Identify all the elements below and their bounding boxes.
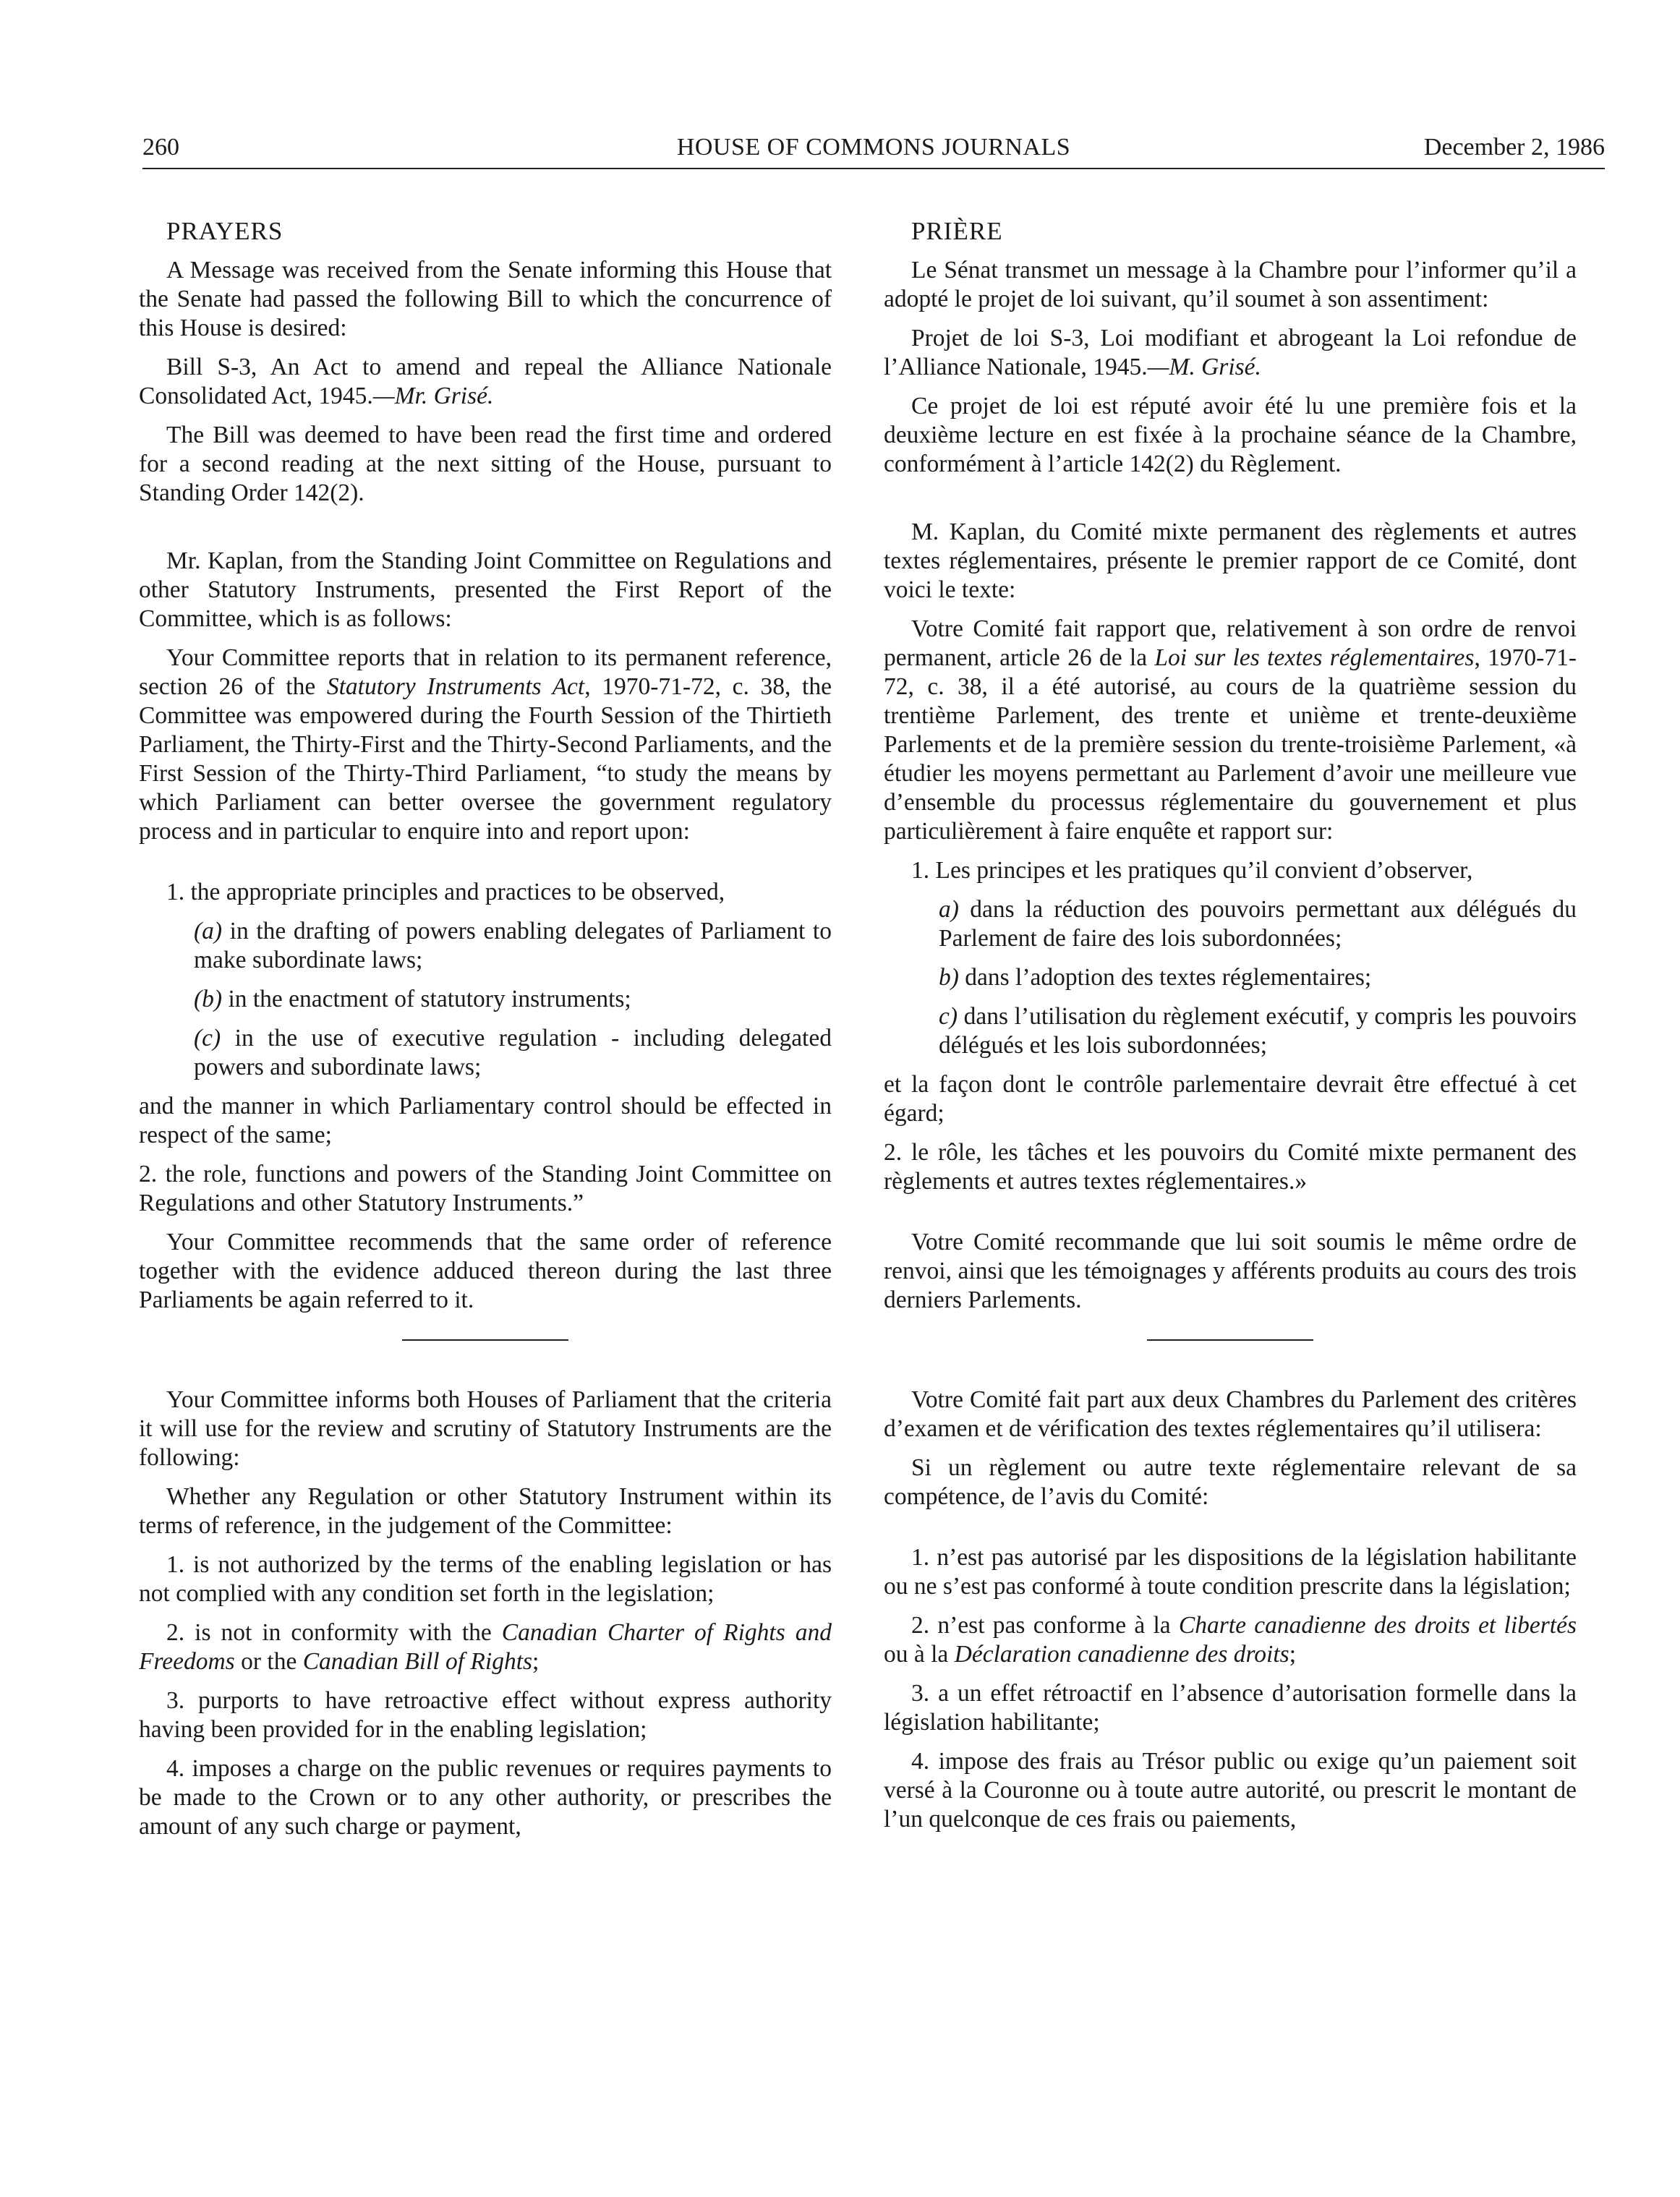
bill-reading-paragraph: The Bill was deemed to have been read the first time and ordered for a second reading at the next sitting of the House, pursuant to Standing Order 142(2).: [139, 422, 832, 506]
criterion-text: or the: [234, 1648, 303, 1675]
control-manner-paragraph: et la façon dont le contrôle parlementaire devrait être effectué à cet égard;: [884, 1071, 1577, 1127]
section-divider: [1147, 1339, 1313, 1341]
reference-text-start: Votre Comité fait rapport que, relativement à son ordre de renvoi permanent, article 26 de la: [884, 615, 1577, 671]
criterion-text: ou à la: [884, 1641, 955, 1668]
sub-list-item: [884, 895, 1577, 953]
journal-date: December 2, 1986: [1423, 134, 1605, 161]
sub-item-label: a): [939, 896, 959, 923]
english-column: [139, 217, 832, 1851]
list-item: 1. the appropriate principles and practices to be observed,: [166, 879, 725, 905]
recommendation-paragraph: Votre Comité recommande que lui soit soumis le même ordre de renvoi, ainsi que les témoignages y afférents produits au cours des trois derniers Parlements.: [884, 1229, 1577, 1313]
act-title: Loi sur les textes réglementaires: [1154, 644, 1475, 671]
charter-title: Canadian Charter of Rights and Freedoms: [139, 1619, 832, 1675]
sub-item-label: (c): [194, 1025, 221, 1051]
criterion-text: ;: [1289, 1641, 1297, 1668]
control-manner-paragraph: and the manner in which Parliamentary control should be effected in respect of the same;: [139, 1093, 832, 1148]
criterion-item: 3. purports to have retroactive effect without express authority having been provided for in the enabling legislation;: [139, 1687, 832, 1743]
reference-text-end: , 1970-71-72, c. 38, the Committee was empowered during the Fourth Session of the Thirtieth Parliament, the Thirty-First and the Thirty-Second Parliaments, and the First Session of the Thirty-Third Parliament, “to study the means by which Parliament can better oversee the government regulatory process and in particular to enquire into and report upon:: [139, 673, 832, 845]
sub-list-item: [139, 917, 832, 975]
criteria-whether-paragraph: Si un règlement ou autre texte réglementaire relevant de sa compétence, de l’avis du Comité:: [884, 1454, 1577, 1510]
page-header: [142, 127, 1605, 169]
criterion-item: 3. a un effet rétroactif en l’absence d’autorisation formelle dans la législation habilitante;: [884, 1680, 1577, 1736]
section-heading: PRIÈRE: [911, 217, 1003, 245]
bill-of-rights-title: Canadian Bill of Rights: [302, 1648, 533, 1675]
bill-of-rights-title: Déclaration canadienne des droits: [954, 1641, 1289, 1668]
act-title: Statutory Instruments Act: [326, 673, 585, 700]
sub-item-label: c): [939, 1003, 958, 1030]
criterion-item: [884, 1611, 1577, 1669]
committee-reference-paragraph: [139, 644, 832, 846]
committee-reference-paragraph: [884, 615, 1577, 846]
sub-item-text: dans l’adoption des textes réglementaires;: [958, 964, 1372, 991]
sub-list-item: [139, 1024, 832, 1082]
list-item: 2. the role, functions and powers of the Standing Joint Committee on Regulations and other Statutory Instruments.”: [139, 1161, 832, 1216]
sub-item-text: dans la réduction des pouvoirs permettant aux délégués du Parlement de faire des lois subordonnées;: [939, 896, 1577, 952]
sub-list-item: [884, 1002, 1577, 1060]
sub-item-text: in the enactment of statutory instruments;: [222, 986, 631, 1012]
criterion-text: ;: [532, 1648, 540, 1675]
bill-reading-paragraph: Ce projet de loi est réputé avoir été lu une première fois et la deuxième lecture en est fixée à la prochaine séance de la Chambre, conformément à l’article 142(2) du Règlement.: [884, 393, 1577, 477]
criterion-item: 1. is not authorized by the terms of the enabling legislation or has not complied with any condition set forth in the legislation;: [139, 1551, 832, 1607]
section-divider: [402, 1339, 568, 1341]
bill-title-paragraph: [884, 324, 1577, 382]
journal-title: HOUSE OF COMMONS JOURNALS: [676, 134, 1071, 161]
criterion-text: 2. n’est pas conforme à la: [911, 1612, 1179, 1639]
sub-list-item: [884, 963, 1577, 992]
french-column: [884, 217, 1577, 1844]
criteria-intro-paragraph: Your Committee informs both Houses of Parliament that the criteria it will use for the review and scrutiny of Statutory Instruments are the following:: [139, 1386, 832, 1471]
page-number: 260: [142, 134, 179, 161]
sub-item-label: (a): [194, 918, 223, 944]
bill-title: Projet de loi S-3, Loi modifiant et abrogeant la Loi refondue de l’Alliance Nationale, 1945.: [884, 325, 1577, 380]
list-item: 2. le rôle, les tâches et les pouvoirs du Comité mixte permanent des règlements et autres textes réglementaires.»: [884, 1139, 1577, 1195]
committee-report-intro: M. Kaplan, du Comité mixte permanent des règlements et autres textes réglementaires, présente le premier rapport de ce Comité, dont voici le texte:: [884, 519, 1577, 603]
sub-list-item: [139, 985, 832, 1014]
committee-report-intro: Mr. Kaplan, from the Standing Joint Committee on Regulations and other Statutory Instruments, presented the First Report of the Committee, which is as follows:: [139, 547, 832, 632]
bill-title: Bill S-3, An Act to amend and repeal the Alliance Nationale Consolidated Act, 1945.: [139, 354, 832, 409]
senate-message-paragraph: A Message was received from the Senate informing this House that the Senate had passed the following Bill to which the concurrence of this House is desired:: [139, 257, 832, 341]
list-item: 1. Les principes et les pratiques qu’il convient d’observer,: [911, 857, 1473, 884]
criteria-intro-paragraph: Votre Comité fait part aux deux Chambres du Parlement des critères d’examen et de vérification des textes réglementaires qu’il utilisera:: [884, 1386, 1577, 1442]
sub-item-text: in the drafting of powers enabling delegates of Parliament to make subordinate laws;: [194, 918, 832, 973]
criterion-text: 2. is not in conformity with the: [166, 1619, 502, 1646]
senate-message-paragraph: Le Sénat transmet un message à la Chambre pour l’informer qu’il a adopté le projet de loi suivant, qu’il soumet à son assentiment:: [884, 257, 1577, 312]
recommendation-paragraph: Your Committee recommends that the same order of reference together with the evidence adduced thereon during the last three Parliaments be again referred to it.: [139, 1229, 832, 1313]
criterion-item: 4. imposes a charge on the public revenues or requires payments to be made to the Crown or to any other authority, or prescribes the amount of any such charge or payment,: [139, 1755, 832, 1840]
sub-item-text: dans l’utilisation du règlement exécutif, y compris les pouvoirs délégués et les lois subordonnées;: [939, 1003, 1577, 1059]
criterion-item: [139, 1618, 832, 1676]
criterion-item: 4. impose des frais au Trésor public ou exige qu’un paiement soit versé à la Couronne ou à toute autre autorité, ou prescrit le montant de l’un quelconque de ces frais ou paiements,: [884, 1748, 1577, 1833]
charter-title: Charte canadienne des droits et libertés: [1178, 1612, 1577, 1639]
section-heading: PRAYERS: [166, 217, 283, 245]
sub-item-label: b): [939, 964, 959, 991]
sub-item-label: (b): [194, 986, 223, 1012]
bill-sponsor: —Mr. Grisé.: [372, 383, 494, 409]
bill-title-paragraph: [139, 353, 832, 411]
bill-sponsor: —M. Grisé.: [1147, 354, 1261, 380]
reference-text-end: , 1970-71-72, c. 38, il a été autorisé, au cours de la quatrième session du trentième Parlement, des trente et unième et trente-deuxième Parlements et de la première session du trente-troisième Parlement, «à étudier les moyens permettant au Parlement d’avoir une meilleure vue d’ensemble du processus réglementaire du gouvernement et plus particulièrement à faire enquête et rapport sur:: [884, 644, 1577, 845]
sub-item-text: in the use of executive regulation - including delegated powers and subordinate laws;: [194, 1025, 832, 1080]
criteria-whether-paragraph: Whether any Regulation or other Statutory Instrument within its terms of reference, in the judgement of the Committee:: [139, 1483, 832, 1539]
reference-text-start: Your Committee reports that in relation to its permanent reference, section 26 of the: [139, 644, 832, 700]
criterion-item: 1. n’est pas autorisé par les dispositions de la législation habilitante ou ne s’est pas conformé à toute condition prescrite dans la législation;: [884, 1544, 1577, 1600]
